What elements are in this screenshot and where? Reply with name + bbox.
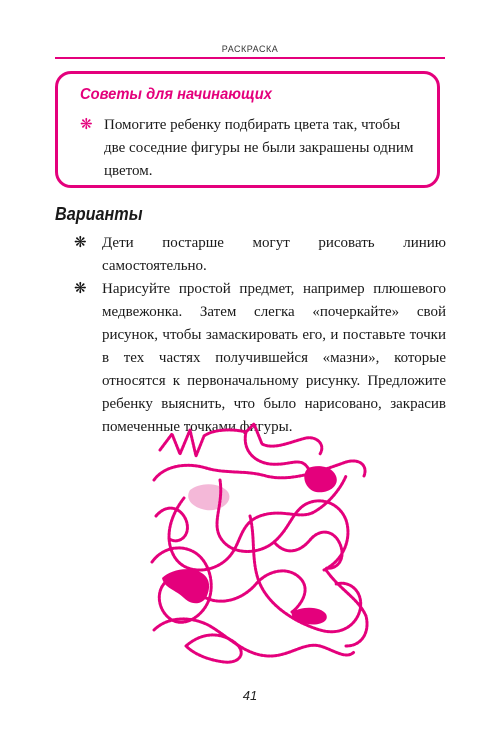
list-item (76, 278, 446, 439)
scribble-drawing-icon (150, 420, 370, 665)
tips-title: Советы для начинающих (80, 86, 272, 103)
bullet-icon: ❋ (74, 235, 87, 251)
list-item (76, 232, 446, 278)
tips-box (55, 71, 440, 188)
tips-item (80, 114, 415, 183)
variants-title: Варианты (55, 204, 143, 224)
variant-text: Нарисуйте простой предмет, например плюшевого медвежонка. Затем слегка «почеркайте» свой рисунок, чтобы замаскировать его, и поставьте точки в тех частях получившейся «мазни», которые относятся к первоначальному рисунку. Предложите ребенку выяснить, что было нарисовано, закрасив помеченные точками фигуры. (102, 281, 446, 435)
bullet-icon: ❋ (80, 117, 93, 133)
tips-item-text: Помогите ребенку подбирать цвета так, чтобы две соседние фигуры не были закрашены одним цветом. (104, 117, 414, 179)
page-number: 41 (242, 688, 258, 703)
variants-list (76, 232, 446, 439)
bullet-icon: ❋ (74, 281, 87, 297)
running-header: РАСКРАСКА (221, 44, 279, 54)
header-rule (55, 57, 445, 59)
variant-text: Дети постарше могут рисовать линию самостоятельно. (102, 235, 446, 274)
